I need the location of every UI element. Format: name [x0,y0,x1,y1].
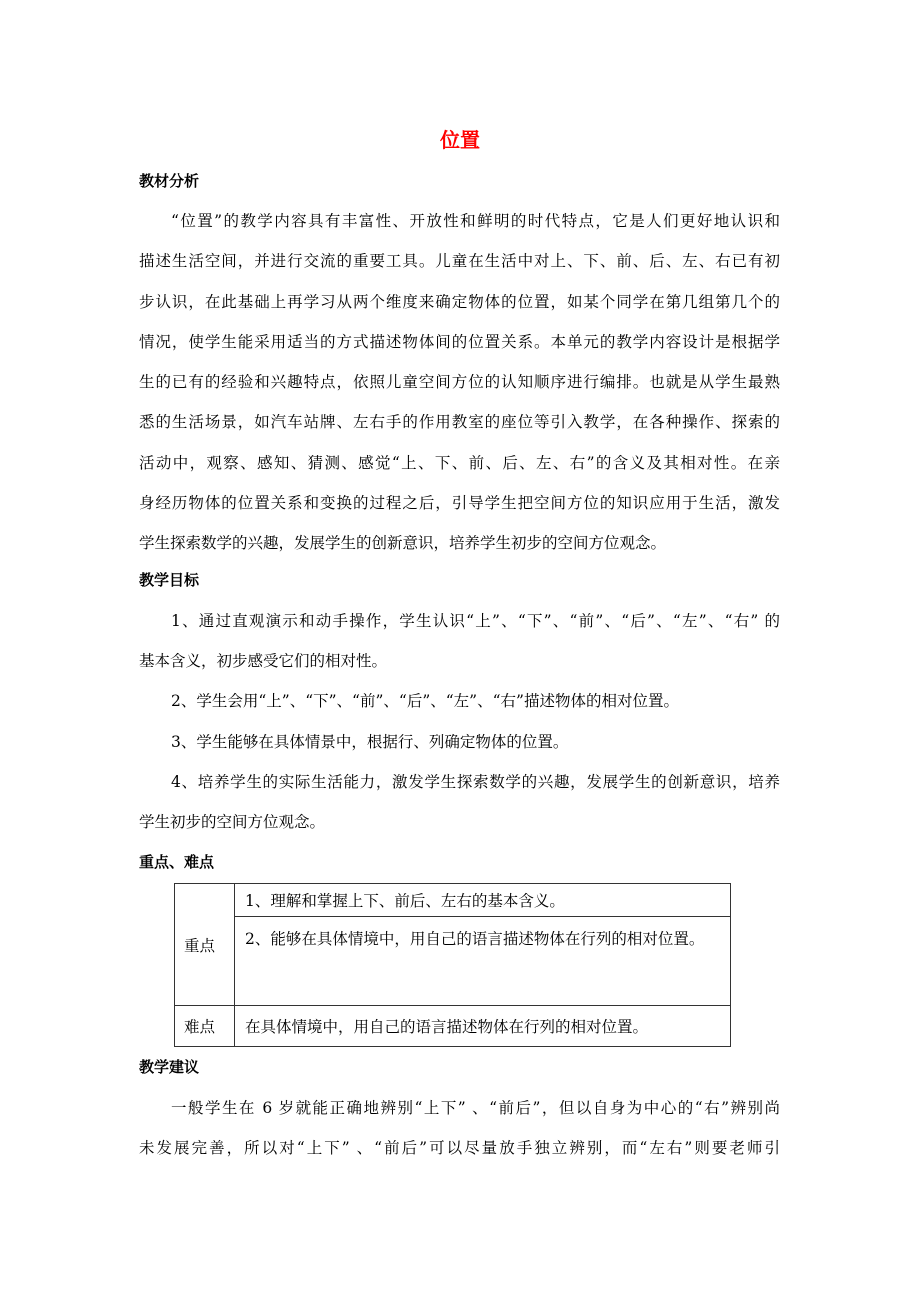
goal-line: 1、通过直观演示和动手操作，学生认识“上”、“下”、“前”、“后”、“左”、“右” 的 [171,612,780,630]
difficulty-text: 在具体情境中，用自己的语言描述物体在行列的相对位置。 [235,1006,731,1047]
key-item: 2、能够在具体情境中，用自己的语言描述物体在行列的相对位置。 [235,917,731,1006]
heading-key-points: 重点、难点 [139,853,215,871]
paragraph-line: 身经历物体的位置关系和变换的过程之后，引导学生把空间方位的知识应用于生活，激发 [139,494,780,512]
paragraph-line: 步认识，在此基础上再学习从两个维度来确定物体的位置，如某个同学在第几组第几个的 [139,293,780,311]
paragraph-line: 学生探索数学的兴趣，发展学生的创新意识，培养学生初步的空间方位观念。 [139,534,667,552]
goal-line: 4、培养学生的实际生活能力，激发学生探索数学的兴趣，发展学生的创新意识，培养 [171,773,780,791]
goal-line: 学生初步的空间方位观念。 [139,813,326,831]
heading-suggestions: 教学建议 [139,1058,200,1076]
paragraph-line: 悉的生活场景，如汽车站牌、左右手的作用教室的座位等引入教学，在各种操作、探索的 [139,413,780,431]
paragraph-line: 活动中，观察、感知、猜测、感觉“上、下、前、后、左、右”的含义及其相对性。在亲 [139,454,780,472]
paragraph-line: “位置”的教学内容具有丰富性、开放性和鲜明的时代特点，它是人们更好地认识和 [171,212,780,230]
goal-line: 基本含义，初步感受它们的相对性。 [139,652,388,670]
goal-line: 3、学生能够在具体情景中，根据行、列确定物体的位置。 [171,733,569,751]
key-label: 重点 [175,884,235,1006]
paragraph-line: 生的已有的经验和兴趣特点，依照儿童空间方位的认知顺序进行编排。也就是从学生最熟 [139,373,780,391]
paragraph-line: 描述生活空间，并进行交流的重要工具。儿童在生活中对上、下、前、后、左、右已有初 [139,252,780,270]
paragraph-line: 情况，使学生能采用适当的方式描述物体间的位置关系。本单元的教学内容设计是根据学 [139,333,780,351]
heading-analysis: 教材分析 [139,172,200,190]
suggestion-line: 一般学生在 6 岁就能正确地辨别“上下” 、“前后”，但以自身为中心的“右”辨别尚 [171,1099,780,1117]
suggestion-line: 未发展完善，所以对“上下” 、“前后”可以尽量放手独立辨别，而“左右”则要老师引 [139,1139,780,1157]
key-item: 1、理解和掌握上下、前后、左右的基本含义。 [235,884,731,917]
document-title: 位置 [440,128,480,152]
difficulty-label: 难点 [175,1006,235,1047]
goal-line: 2、学生会用“上”、“下”、“前”、“后”、“左”、“右”描述物体的相对位置。 [171,692,679,710]
heading-goals: 教学目标 [139,571,200,589]
key-points-table [174,883,731,1047]
